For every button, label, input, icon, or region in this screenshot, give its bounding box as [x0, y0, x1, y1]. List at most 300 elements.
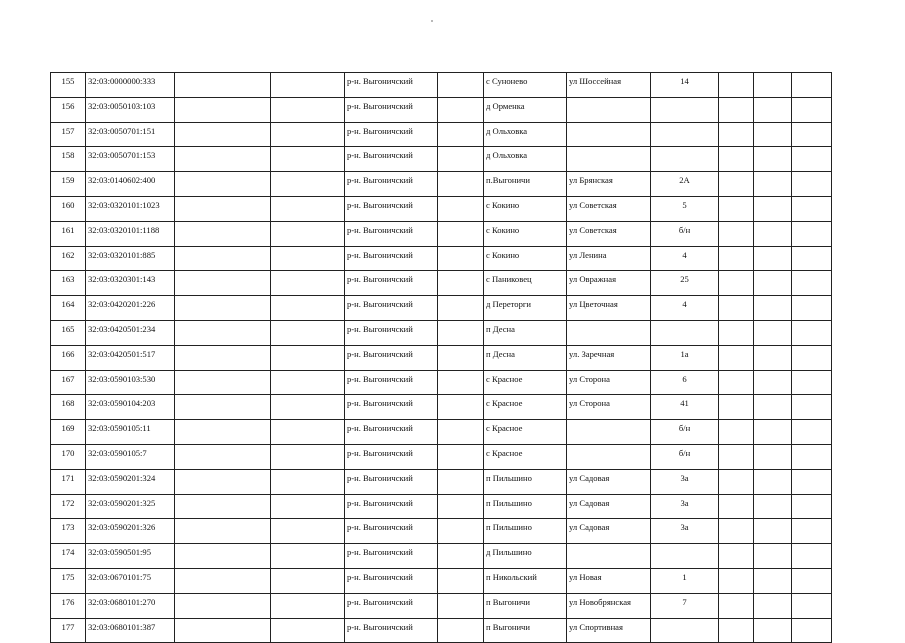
table-row [51, 519, 832, 544]
table-row [51, 196, 832, 221]
empty-cell [438, 618, 484, 643]
empty-cell [271, 122, 345, 147]
empty-cell [754, 246, 792, 271]
table-row [51, 122, 832, 147]
empty-cell [271, 494, 345, 519]
empty-cell [175, 271, 271, 296]
cadastral-number: 32:03:0320301:143 [86, 271, 175, 296]
empty-cell [175, 469, 271, 494]
empty-cell [719, 444, 754, 469]
empty-cell [792, 196, 832, 221]
row-number: 163 [51, 271, 86, 296]
locality: п Десна [484, 320, 567, 345]
row-number: 157 [51, 122, 86, 147]
empty-cell [438, 296, 484, 321]
empty-cell [754, 370, 792, 395]
empty-cell [792, 147, 832, 172]
district: р-н. Выгоничский [345, 320, 438, 345]
house-number [651, 544, 719, 569]
cadastral-number: 32:03:0680101:387 [86, 618, 175, 643]
table-row [51, 370, 832, 395]
empty-cell [754, 221, 792, 246]
empty-cell [175, 147, 271, 172]
district: р-н. Выгоничский [345, 519, 438, 544]
cadastral-number: 32:03:0000000:333 [86, 73, 175, 98]
row-number: 165 [51, 320, 86, 345]
empty-cell [792, 568, 832, 593]
cadastral-number: 32:03:0590105:7 [86, 444, 175, 469]
locality: п Пильшино [484, 494, 567, 519]
empty-cell [175, 420, 271, 445]
table-row [51, 544, 832, 569]
empty-cell [719, 519, 754, 544]
empty-cell [271, 444, 345, 469]
empty-cell [792, 221, 832, 246]
house-number: 4 [651, 296, 719, 321]
empty-cell [438, 97, 484, 122]
empty-cell [792, 370, 832, 395]
locality: с Красное [484, 370, 567, 395]
house-number: 3а [651, 469, 719, 494]
empty-cell [175, 196, 271, 221]
empty-cell [719, 469, 754, 494]
district: р-н. Выгоничский [345, 147, 438, 172]
empty-cell [175, 593, 271, 618]
empty-cell [175, 97, 271, 122]
street: ул Новая [567, 568, 651, 593]
district: р-н. Выгоничский [345, 395, 438, 420]
street: ул Спортивная [567, 618, 651, 643]
district: р-н. Выгоничский [345, 172, 438, 197]
district: р-н. Выгоничский [345, 420, 438, 445]
table-row [51, 593, 832, 618]
empty-cell [754, 97, 792, 122]
empty-cell [792, 296, 832, 321]
empty-cell [271, 246, 345, 271]
locality: д Орменка [484, 97, 567, 122]
empty-cell [175, 296, 271, 321]
empty-cell [719, 246, 754, 271]
row-number: 173 [51, 519, 86, 544]
empty-cell [719, 122, 754, 147]
empty-cell [792, 320, 832, 345]
street: ул Советская [567, 196, 651, 221]
street: ул Новобрянская [567, 593, 651, 618]
empty-cell [754, 618, 792, 643]
empty-cell [792, 593, 832, 618]
empty-cell [754, 296, 792, 321]
cadastral-number: 32:03:0050701:153 [86, 147, 175, 172]
table-row [51, 469, 832, 494]
row-number: 166 [51, 345, 86, 370]
house-number: 14 [651, 73, 719, 98]
table-row [51, 147, 832, 172]
empty-cell [754, 147, 792, 172]
district: р-н. Выгоничский [345, 444, 438, 469]
empty-cell [792, 271, 832, 296]
district: р-н. Выгоничский [345, 494, 438, 519]
row-number: 171 [51, 469, 86, 494]
house-number: 3а [651, 494, 719, 519]
table-row [51, 73, 832, 98]
empty-cell [271, 370, 345, 395]
empty-cell [175, 444, 271, 469]
empty-cell [719, 345, 754, 370]
empty-cell [719, 97, 754, 122]
table-row [51, 172, 832, 197]
house-number: 41 [651, 395, 719, 420]
district: р-н. Выгоничский [345, 345, 438, 370]
empty-cell [438, 494, 484, 519]
cadastral-number: 32:03:0050103:103 [86, 97, 175, 122]
empty-cell [271, 345, 345, 370]
empty-cell [754, 420, 792, 445]
empty-cell [271, 271, 345, 296]
district: р-н. Выгоничский [345, 469, 438, 494]
empty-cell [792, 519, 832, 544]
empty-cell [792, 345, 832, 370]
row-number: 174 [51, 544, 86, 569]
empty-cell [438, 519, 484, 544]
row-number: 159 [51, 172, 86, 197]
cadastral-number: 32:03:0590105:11 [86, 420, 175, 445]
empty-cell [719, 296, 754, 321]
table-row [51, 271, 832, 296]
cadastral-number: 32:03:0320101:1188 [86, 221, 175, 246]
street: ул. Заречная [567, 345, 651, 370]
cadastral-number: 32:03:0590201:325 [86, 494, 175, 519]
table-row [51, 494, 832, 519]
table-row [51, 420, 832, 445]
locality: д Ольховка [484, 147, 567, 172]
empty-cell [271, 420, 345, 445]
locality: с Красное [484, 420, 567, 445]
row-number: 161 [51, 221, 86, 246]
empty-cell [271, 196, 345, 221]
empty-cell [438, 221, 484, 246]
empty-cell [175, 395, 271, 420]
empty-cell [719, 544, 754, 569]
empty-cell [792, 395, 832, 420]
locality: п Выгоничи [484, 593, 567, 618]
table-row [51, 221, 832, 246]
locality: п Десна [484, 345, 567, 370]
locality: с Красное [484, 395, 567, 420]
empty-cell [792, 420, 832, 445]
empty-cell [792, 494, 832, 519]
empty-cell [754, 469, 792, 494]
empty-cell [438, 122, 484, 147]
empty-cell [438, 147, 484, 172]
cadastral-number: 32:03:0320101:885 [86, 246, 175, 271]
street: ул Садовая [567, 494, 651, 519]
locality: п.Выгоничи [484, 172, 567, 197]
empty-cell [754, 122, 792, 147]
empty-cell [719, 221, 754, 246]
locality: д Ольховка [484, 122, 567, 147]
locality: д Переторги [484, 296, 567, 321]
empty-cell [792, 122, 832, 147]
cadastral-number: 32:03:0320101:1023 [86, 196, 175, 221]
locality: с Кокино [484, 221, 567, 246]
empty-cell [175, 568, 271, 593]
house-number: 5 [651, 196, 719, 221]
empty-cell [438, 320, 484, 345]
house-number [651, 97, 719, 122]
street: ул Садовая [567, 519, 651, 544]
empty-cell [271, 97, 345, 122]
empty-cell [754, 593, 792, 618]
row-number: 172 [51, 494, 86, 519]
row-number: 160 [51, 196, 86, 221]
street [567, 320, 651, 345]
empty-cell [719, 593, 754, 618]
table-body [51, 73, 832, 643]
cadastral-number: 32:03:0590104:203 [86, 395, 175, 420]
empty-cell [719, 494, 754, 519]
empty-cell [792, 73, 832, 98]
empty-cell [438, 172, 484, 197]
locality: п Пильшино [484, 519, 567, 544]
row-number: 158 [51, 147, 86, 172]
empty-cell [754, 320, 792, 345]
district: р-н. Выгоничский [345, 271, 438, 296]
house-number: 2А [651, 172, 719, 197]
empty-cell [271, 519, 345, 544]
empty-cell [271, 618, 345, 643]
house-number [651, 122, 719, 147]
empty-cell [719, 568, 754, 593]
house-number [651, 320, 719, 345]
empty-cell [754, 172, 792, 197]
row-number: 177 [51, 618, 86, 643]
empty-cell [719, 370, 754, 395]
house-number: б/н [651, 221, 719, 246]
empty-cell [719, 618, 754, 643]
empty-cell [175, 544, 271, 569]
district: р-н. Выгоничский [345, 73, 438, 98]
house-number: б/н [651, 444, 719, 469]
empty-cell [438, 593, 484, 618]
empty-cell [438, 544, 484, 569]
empty-cell [271, 593, 345, 618]
empty-cell [754, 271, 792, 296]
empty-cell [438, 73, 484, 98]
house-number: 6 [651, 370, 719, 395]
cadastral-number: 32:03:0420501:234 [86, 320, 175, 345]
street: ул Цветочная [567, 296, 651, 321]
empty-cell [175, 320, 271, 345]
street [567, 97, 651, 122]
row-number: 156 [51, 97, 86, 122]
locality: с Красное [484, 444, 567, 469]
empty-cell [271, 320, 345, 345]
empty-cell [438, 444, 484, 469]
empty-cell [792, 97, 832, 122]
empty-cell [175, 122, 271, 147]
empty-cell [754, 494, 792, 519]
district: р-н. Выгоничский [345, 568, 438, 593]
cadastral-number: 32:03:0420201:226 [86, 296, 175, 321]
row-number: 155 [51, 73, 86, 98]
locality: с Паниковец [484, 271, 567, 296]
district: р-н. Выгоничский [345, 618, 438, 643]
empty-cell [719, 73, 754, 98]
empty-cell [175, 246, 271, 271]
row-number: 167 [51, 370, 86, 395]
empty-cell [271, 221, 345, 246]
cadastral-number: 32:03:0670101:75 [86, 568, 175, 593]
district: р-н. Выгоничский [345, 122, 438, 147]
row-number: 162 [51, 246, 86, 271]
empty-cell [271, 296, 345, 321]
empty-cell [438, 568, 484, 593]
street: ул Шоссейная [567, 73, 651, 98]
street [567, 544, 651, 569]
street: ул Ленина [567, 246, 651, 271]
row-number: 175 [51, 568, 86, 593]
scan-speck [431, 20, 433, 22]
street [567, 122, 651, 147]
street: ул Сторона [567, 395, 651, 420]
property-register-table [50, 72, 832, 643]
empty-cell [754, 444, 792, 469]
street [567, 147, 651, 172]
street: ул Садовая [567, 469, 651, 494]
row-number: 176 [51, 593, 86, 618]
district: р-н. Выгоничский [345, 97, 438, 122]
district: р-н. Выгоничский [345, 544, 438, 569]
empty-cell [175, 73, 271, 98]
street: ул Овражная [567, 271, 651, 296]
empty-cell [754, 345, 792, 370]
empty-cell [175, 345, 271, 370]
table-row [51, 618, 832, 643]
empty-cell [271, 73, 345, 98]
empty-cell [719, 147, 754, 172]
house-number: 7 [651, 593, 719, 618]
empty-cell [719, 420, 754, 445]
house-number: 25 [651, 271, 719, 296]
table-row [51, 246, 832, 271]
locality: с Кокино [484, 196, 567, 221]
locality: п Выгоничи [484, 618, 567, 643]
empty-cell [271, 172, 345, 197]
empty-cell [754, 568, 792, 593]
street: ул Советская [567, 221, 651, 246]
empty-cell [719, 196, 754, 221]
empty-cell [175, 519, 271, 544]
street: ул Сторона [567, 370, 651, 395]
empty-cell [271, 147, 345, 172]
empty-cell [754, 544, 792, 569]
empty-cell [438, 246, 484, 271]
house-number: 4 [651, 246, 719, 271]
district: р-н. Выгоничский [345, 370, 438, 395]
district: р-н. Выгоничский [345, 593, 438, 618]
row-number: 169 [51, 420, 86, 445]
row-number: 170 [51, 444, 86, 469]
house-number [651, 147, 719, 172]
empty-cell [754, 73, 792, 98]
house-number: 1 [651, 568, 719, 593]
cadastral-number: 32:03:0680101:270 [86, 593, 175, 618]
empty-cell [271, 568, 345, 593]
empty-cell [175, 494, 271, 519]
empty-cell [792, 618, 832, 643]
house-number: б/н [651, 420, 719, 445]
empty-cell [438, 395, 484, 420]
empty-cell [271, 469, 345, 494]
locality: с Кокино [484, 246, 567, 271]
table-row [51, 444, 832, 469]
empty-cell [792, 544, 832, 569]
empty-cell [754, 196, 792, 221]
locality: с Сунонево [484, 73, 567, 98]
cadastral-number: 32:03:0590501:95 [86, 544, 175, 569]
empty-cell [438, 271, 484, 296]
empty-cell [271, 395, 345, 420]
empty-cell [719, 271, 754, 296]
empty-cell [438, 420, 484, 445]
empty-cell [438, 345, 484, 370]
street [567, 444, 651, 469]
cadastral-number: 32:03:0140602:400 [86, 172, 175, 197]
street [567, 420, 651, 445]
district: р-н. Выгоничский [345, 221, 438, 246]
cadastral-number: 32:03:0590201:324 [86, 469, 175, 494]
locality: п Пильшино [484, 469, 567, 494]
cadastral-number: 32:03:0590201:326 [86, 519, 175, 544]
row-number: 168 [51, 395, 86, 420]
table-row [51, 568, 832, 593]
empty-cell [754, 519, 792, 544]
table-row [51, 345, 832, 370]
table-row [51, 296, 832, 321]
street: ул Брянская [567, 172, 651, 197]
locality: д Пильшино [484, 544, 567, 569]
table-row [51, 320, 832, 345]
empty-cell [792, 246, 832, 271]
cadastral-number: 32:03:0420501:517 [86, 345, 175, 370]
empty-cell [271, 544, 345, 569]
empty-cell [719, 320, 754, 345]
table-row [51, 97, 832, 122]
house-number [651, 618, 719, 643]
empty-cell [719, 395, 754, 420]
empty-cell [175, 618, 271, 643]
empty-cell [438, 370, 484, 395]
row-number: 164 [51, 296, 86, 321]
cadastral-number: 32:03:0590103:530 [86, 370, 175, 395]
empty-cell [792, 444, 832, 469]
table-row [51, 395, 832, 420]
house-number: 1а [651, 345, 719, 370]
district: р-н. Выгоничский [345, 296, 438, 321]
empty-cell [719, 172, 754, 197]
empty-cell [175, 172, 271, 197]
empty-cell [438, 196, 484, 221]
empty-cell [792, 172, 832, 197]
house-number: 3а [651, 519, 719, 544]
empty-cell [438, 469, 484, 494]
district: р-н. Выгоничский [345, 246, 438, 271]
empty-cell [792, 469, 832, 494]
district: р-н. Выгоничский [345, 196, 438, 221]
empty-cell [754, 395, 792, 420]
cadastral-number: 32:03:0050701:151 [86, 122, 175, 147]
locality: п Никольский [484, 568, 567, 593]
